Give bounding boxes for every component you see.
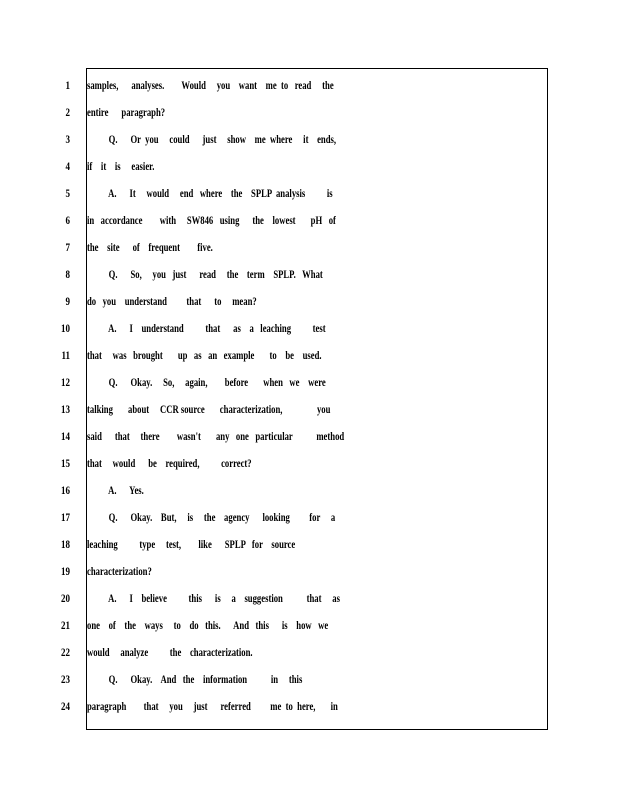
transcript-line-text: Q. Or you could just show me where it ends, bbox=[87, 132, 337, 146]
transcript-line-text: that was brought up as an example to be used. bbox=[87, 348, 322, 362]
transcript-line bbox=[87, 563, 527, 590]
transcript-line bbox=[87, 239, 527, 266]
line-number: 20 bbox=[61, 591, 70, 605]
transcript-line-text: leaching type test, like SPLP for source bbox=[87, 537, 296, 551]
line-number: 21 bbox=[61, 618, 70, 632]
transcript-line bbox=[87, 374, 527, 401]
line-number: 4 bbox=[65, 159, 70, 173]
line-number: 24 bbox=[61, 699, 70, 713]
line-number: 8 bbox=[65, 267, 70, 281]
transcript-line bbox=[87, 158, 527, 185]
line-number: 23 bbox=[61, 672, 70, 686]
transcript-line-text: the site of frequent five. bbox=[87, 240, 213, 254]
line-number: 7 bbox=[65, 240, 70, 254]
transcript-line-text: in accordance with SW846 using the lowest pH of bbox=[87, 213, 336, 227]
transcript-line-text: Q. So, you just read the term SPLP. What bbox=[87, 267, 323, 281]
line-number: 11 bbox=[61, 348, 70, 362]
line-number: 14 bbox=[61, 429, 70, 443]
transcript-line-text: if it is easier. bbox=[87, 159, 155, 173]
transcript-line-text: characterization? bbox=[87, 564, 152, 578]
transcript-line-text: A. I believe this is a suggestion that as bbox=[87, 591, 340, 605]
line-number: 9 bbox=[65, 294, 70, 308]
line-number: 10 bbox=[61, 321, 70, 335]
transcript-line-text: A. Yes. bbox=[87, 483, 144, 497]
line-number: 6 bbox=[65, 213, 70, 227]
transcript-line bbox=[87, 401, 527, 428]
line-number: 15 bbox=[61, 456, 70, 470]
transcript-line bbox=[87, 293, 527, 320]
line-number: 18 bbox=[61, 537, 70, 551]
transcript-line bbox=[87, 428, 527, 455]
line-number: 12 bbox=[61, 375, 70, 389]
transcript-line bbox=[87, 185, 527, 212]
transcript-line bbox=[87, 482, 527, 509]
line-number: 1 bbox=[65, 78, 70, 92]
transcript-line-text: samples, analyses. Would you want me to read the bbox=[87, 78, 334, 92]
transcript-line bbox=[87, 266, 527, 293]
transcript-text bbox=[87, 77, 527, 725]
transcript-line bbox=[87, 698, 527, 725]
transcript-line bbox=[87, 320, 527, 347]
transcript-line-text: entire paragraph? bbox=[87, 105, 166, 119]
transcript-line-text: Q. Okay. So, again, before when we were bbox=[87, 375, 326, 389]
transcript-line-text: Q. Okay. But, is the agency looking for a bbox=[87, 510, 336, 524]
transcript-line-text: one of the ways to do this. And this is how we bbox=[87, 618, 329, 632]
transcript-line bbox=[87, 104, 527, 131]
transcript-line-text: said that there wasn't any one particular method bbox=[87, 429, 345, 443]
transcript-line-text: talking about CCR source characterization, you bbox=[87, 402, 331, 416]
transcript-line-text: paragraph that you just referred me to here, in bbox=[87, 699, 338, 713]
line-number-column bbox=[40, 77, 70, 725]
transcript-line-text: that would be required, correct? bbox=[87, 456, 252, 470]
transcript-line bbox=[87, 617, 527, 644]
transcript-line bbox=[87, 671, 527, 698]
line-number: 19 bbox=[61, 564, 70, 578]
transcript-line bbox=[87, 590, 527, 617]
transcript-line bbox=[87, 347, 527, 374]
transcript-line-text: A. I understand that as a leaching test bbox=[87, 321, 326, 335]
line-number: 17 bbox=[61, 510, 70, 524]
transcript-line-text: A. It would end where the SPLP analysis is bbox=[87, 186, 333, 200]
line-number: 5 bbox=[65, 186, 70, 200]
transcript-line bbox=[87, 77, 527, 104]
line-number: 3 bbox=[65, 132, 70, 146]
line-number: 16 bbox=[61, 483, 70, 497]
line-number: 22 bbox=[61, 645, 70, 659]
transcript-line-text: would analyze the characterization. bbox=[87, 645, 253, 659]
transcript-line-text: do you understand that to mean? bbox=[87, 294, 257, 308]
transcript-line bbox=[87, 455, 527, 482]
transcript-line-text: Q. Okay. And the information in this bbox=[87, 672, 303, 686]
transcript-line bbox=[87, 509, 527, 536]
line-number: 2 bbox=[65, 105, 70, 119]
transcript-line bbox=[87, 536, 527, 563]
line-number: 13 bbox=[61, 402, 70, 416]
transcript-line bbox=[87, 644, 527, 671]
transcript-line bbox=[87, 131, 527, 158]
transcript-line bbox=[87, 212, 527, 239]
